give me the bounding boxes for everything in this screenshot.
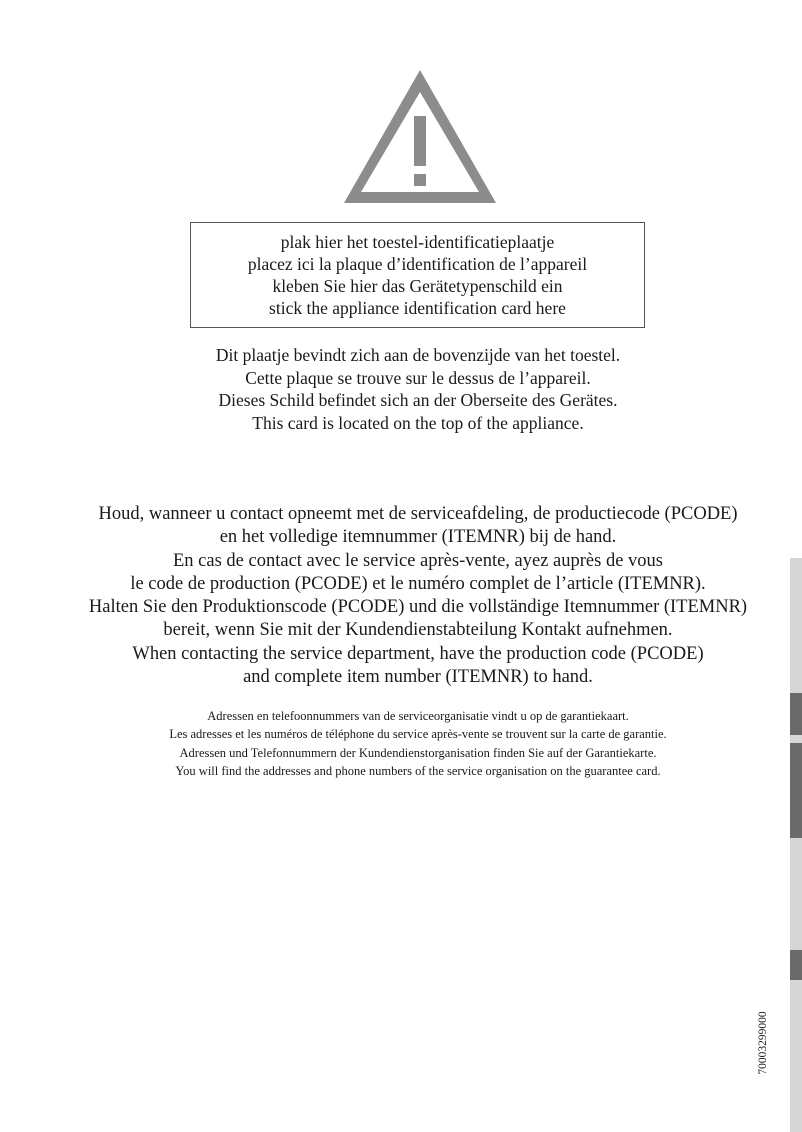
addresses-line-de: Adressen und Telefonnummern der Kundendienstorganisation finden Sie auf der Garantiekarte. [179,745,657,760]
side-edge-stripe [790,950,802,980]
contact-line: and complete item number (ITEMNR) to hand. [243,667,593,688]
location-note [0,344,802,434]
service-contact-note [0,503,802,689]
side-edge-tab [790,558,802,1132]
addresses-line-fr: Les adresses et les numéros de téléphone du service après-vente se trouvent sur la carte de garantie. [169,727,667,742]
side-edge-stripe [790,743,802,838]
id-box-line-de: kleben Sie hier das Gerätetypenschild ein [272,276,563,296]
addresses-line-en: You will find the addresses and phone numbers of the service organisation on the guarantee card. [175,763,661,778]
contact-line: Halten Sie den Produktionscode (PCODE) und die vollständige Itemnummer (ITEMNR) [88,597,748,618]
location-line-fr: Cette plaque se trouve sur le dessus de l’appareil. [245,367,591,388]
addresses-line-nl: Adressen en telefoonnummers van de serviceorganisatie vindt u op de garantiekaart. [207,709,629,723]
side-edge-stripe [790,693,802,735]
contact-line: Houd, wanneer u contact opneemt met de serviceafdeling, de productiecode (PCODE) [98,504,738,524]
id-box-line-en: stick the appliance identification card here [269,298,566,318]
document-number: 70003299000 [757,1011,769,1075]
contact-line: En cas de contact avec le service après-vente, ayez auprès de vous [173,550,663,571]
location-line-en: This card is located on the top of the appliance. [252,412,584,433]
id-box-line-nl: plak hier het toestel-identificatieplaatje [280,232,555,252]
contact-line: bereit, wenn Sie mit der Kundendienstabteilung Kontakt aufnehmen. [163,620,673,641]
contact-line: le code de production (PCODE) et le numéro complet de l’article (ITEMNR). [130,573,706,594]
warning-triangle-icon [344,70,496,203]
id-box-line-fr: placez ici la plaque d’identification de l’appareil [247,254,588,274]
location-line-nl: Dit plaatje bevindt zich aan de bovenzijde van het toestel. [215,345,621,365]
identification-card-box [190,222,645,328]
contact-line: When contacting the service department, have the production code (PCODE) [132,643,704,664]
location-line-de: Dieses Schild befindet sich an der Oberseite des Gerätes. [218,390,618,410]
contact-line: en het volledige itemnummer (ITEMNR) bij de hand. [219,527,617,548]
addresses-note [0,707,802,780]
